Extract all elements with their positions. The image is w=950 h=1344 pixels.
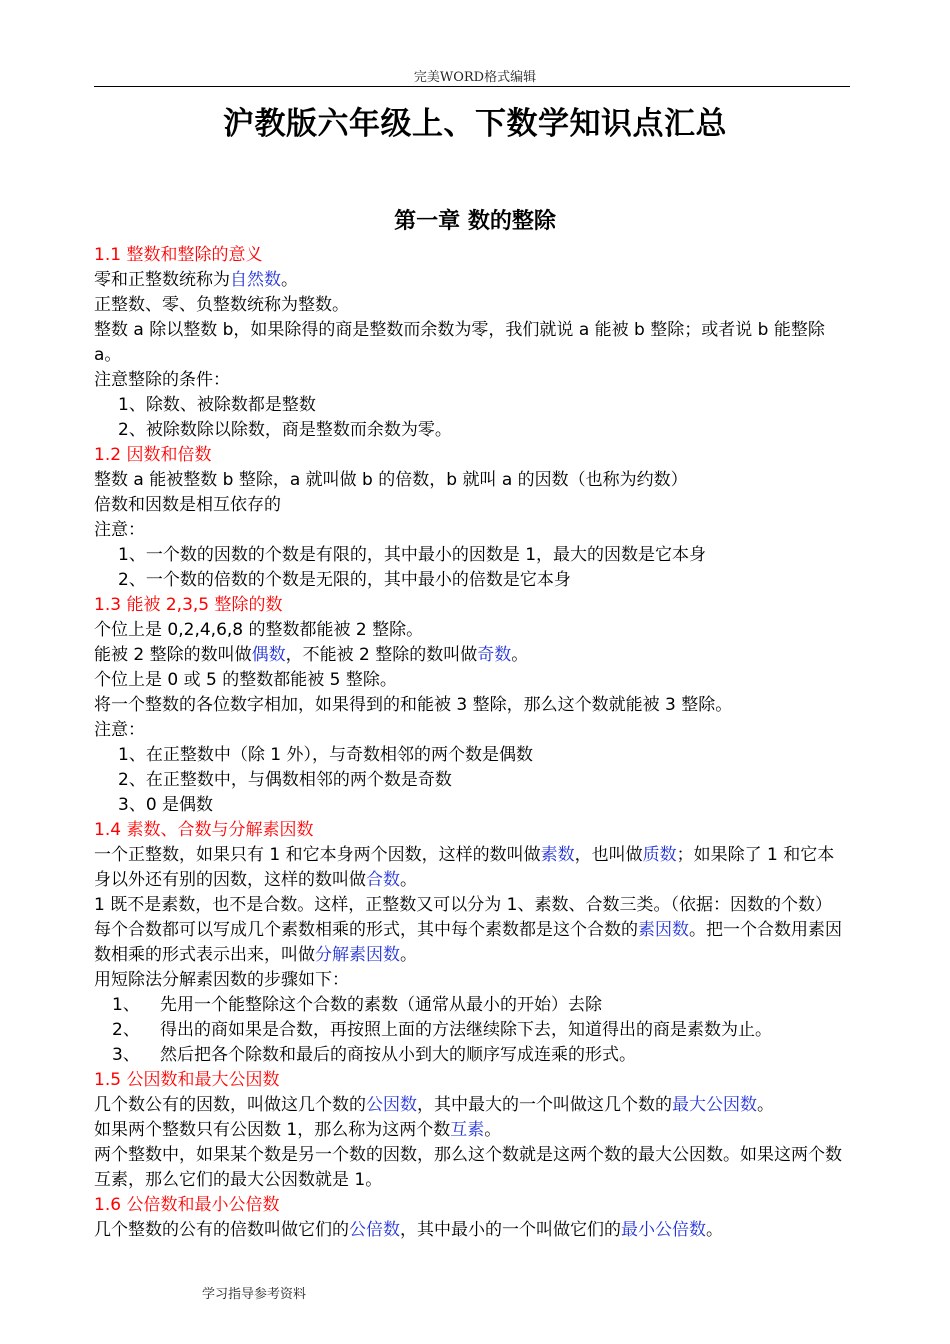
paragraph: 注意：: [94, 520, 145, 540]
step-item: 3、 然后把各个除数和最后的商按从小到大的顺序写成连乘的形式。: [112, 1045, 636, 1065]
list-item: 1、一个数的因数的个数是有限的，其中最小的因数是 1，最大的因数是它本身: [118, 545, 707, 565]
keyword: 素因数: [638, 920, 689, 940]
chapter-title: 第一章 数的整除: [394, 209, 556, 234]
section-heading-1-4: 1.4 素数、合数与分解素因数: [94, 820, 314, 840]
keyword: 素数: [540, 845, 575, 865]
document-title: 沪教版六年级上、下数学知识点汇总: [223, 106, 727, 142]
header-rule: [94, 86, 850, 87]
keyword: 公因数: [366, 1095, 417, 1115]
paragraph: 将一个整数的各位数字相加，如果得到的和能被 3 整除，那么这个数就能被 3 整除。: [94, 695, 733, 715]
list-item: 1、除数、被除数都是整数: [118, 395, 316, 415]
section-heading-1-3: 1.3 能被 2,3,5 整除的数: [94, 595, 283, 615]
paragraph: 注意整除的条件：: [94, 370, 230, 390]
step-item: 1、 先用一个能整除这个合数的素数（通常从最小的开始）去除: [112, 995, 602, 1015]
list-item: 3、0 是偶数: [118, 795, 214, 815]
paragraph: 个位上是 0 或 5 的整数都能被 5 整除。: [94, 670, 397, 690]
keyword: 奇数: [477, 645, 512, 665]
list-item: 2、一个数的倍数的个数是无限的，其中最小的倍数是它本身: [118, 570, 571, 590]
paragraph: 如果两个整数只有公因数 1，那么称为这两个数互素。: [94, 1120, 502, 1140]
paragraph: 每个合数都可以写成几个素数相乘的形式，其中每个素数都是这个合数的素因数。把一个合数用素因数相乘的形式表示出来，叫做分解素因数。: [94, 920, 842, 965]
keyword: 分解素因数: [315, 945, 400, 965]
paragraph: 用短除法分解素因数的步骤如下：: [94, 970, 349, 990]
paragraph: 倍数和因数是相互依存的: [94, 495, 281, 515]
keyword: 质数: [642, 845, 677, 865]
step-item: 2、 得出的商如果是合数，再按照上面的方法继续除下去，知道得出的商是素数为止。: [112, 1020, 772, 1040]
document-body: [94, 243, 850, 1243]
paragraph: 能被 2 整除的数叫做偶数，不能被 2 整除的数叫做奇数。: [94, 645, 529, 665]
paragraph: 两个整数中，如果某个数是另一个数的因数，那么这个数就是这两个数的最大公因数。如果这两个数互素，那么它们的最大公因数就是 1。: [94, 1145, 842, 1190]
paragraph: 零和正整数统称为自然数。: [94, 270, 298, 290]
paragraph: 正整数、零、负整数统称为整数。: [94, 295, 349, 315]
section-heading-1-5: 1.5 公因数和最大公因数: [94, 1070, 280, 1090]
keyword: 合数: [366, 870, 400, 890]
page-footer: 学习指导参考资料: [202, 1287, 307, 1302]
paragraph: 几个整数的公有的倍数叫做它们的公倍数，其中最小的一个叫做它们的最小公倍数。: [94, 1220, 723, 1240]
keyword: 偶数: [251, 645, 286, 665]
paragraph: 个位上是 0,2,4,6,8 的整数都能被 2 整除。: [94, 620, 424, 640]
page-header: 完美WORD格式编辑: [413, 70, 537, 85]
list-item: 2、被除数除以除数，商是整数而余数为零。: [118, 420, 452, 440]
keyword: 公倍数: [349, 1220, 400, 1240]
paragraph: 注意：: [94, 720, 145, 740]
keyword: 最大公因数: [672, 1095, 757, 1115]
keyword: 最小公倍数: [621, 1220, 706, 1240]
keyword: 互素: [450, 1120, 485, 1140]
list-item: 2、在正整数中，与偶数相邻的两个数是奇数: [118, 770, 452, 790]
list-item: 1、在正整数中（除 1 外），与奇数相邻的两个数是偶数: [118, 745, 533, 765]
paragraph: 一个正整数，如果只有 1 和它本身两个因数，这样的数叫做素数，也叫做质数；如果除了 1 和它本身以外还有别的因数，这样的数叫做合数。: [94, 845, 835, 890]
paragraph: 整数 a 能被整数 b 整除，a 就叫做 b 的倍数，b 就叫 a 的因数（也称为约数）: [94, 470, 688, 490]
keyword: 自然数: [230, 270, 281, 290]
section-heading-1-1: 1.1 整数和整除的意义: [94, 245, 263, 265]
section-heading-1-6: 1.6 公倍数和最小公倍数: [94, 1195, 280, 1215]
paragraph: 几个数公有的因数，叫做这几个数的公因数，其中最大的一个叫做这几个数的最大公因数。: [94, 1095, 774, 1115]
paragraph: 1 既不是素数，也不是合数。这样，正整数又可以分为 1、素数、合数三类。（依据：因数的个数）: [94, 895, 832, 915]
paragraph: 整数 a 除以整数 b，如果除得的商是整数而余数为零，我们就说 a 能被 b 整除；或者说 b 能整除 a。: [94, 320, 825, 365]
section-heading-1-2: 1.2 因数和倍数: [94, 445, 212, 465]
